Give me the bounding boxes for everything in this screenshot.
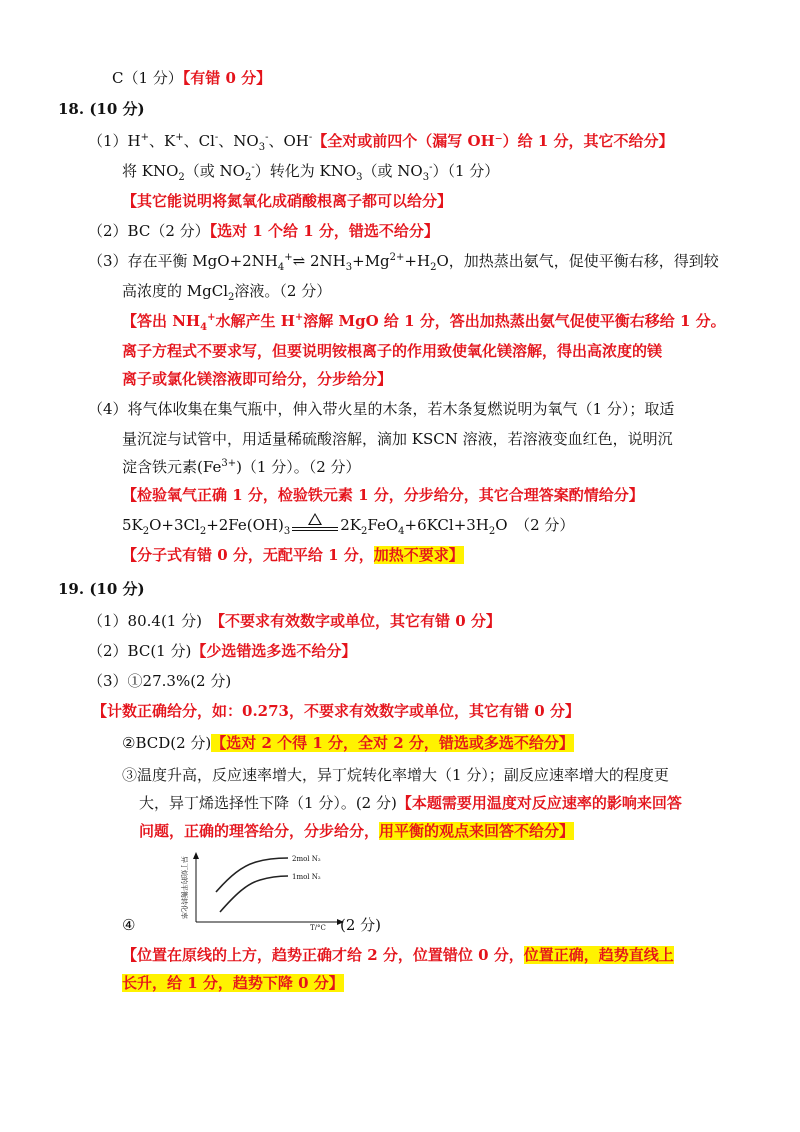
- q18-part3-cont: 高浓度的 MgCl$_2$溶液。（2 分）: [122, 282, 332, 303]
- q18-part1-conversion: 将 $KNO_2$（或 $NO_2^-$）转化为 $KNO_3$（或 $NO_3^-)(1$ 分）: [122, 162, 500, 183]
- q19-part3-1-note: 【计数正确给分，如：0.273，不要求有效数字或单位，其它有错 0 分】: [92, 702, 580, 720]
- q19-part1: （1）80.4(1 分) 【不要求有效数字或单位，其它有错 0 分】: [88, 612, 501, 630]
- line-c-answer: C（1 分）【有错 0 分】: [112, 69, 272, 87]
- graph-label-1mol: 1mol N₂: [292, 873, 321, 881]
- q18-part2: （2）BC（2 分）【选对 1 个给 1 分，错选不给分】: [88, 222, 439, 240]
- q19-part3-3-line1: ③温度升高，反应速率增大，异丁烷转化率增大（1 分）；副反应速率增大的程度更: [122, 766, 669, 784]
- graph-y-label: 异丁烷的平衡转化率: [180, 856, 188, 919]
- q19-part3-3-note: 问题，正确的理答给分，分步给分，用平衡的观点来回答不给分】: [139, 822, 575, 840]
- q18-part4-line3: 淀含铁元素$(Fe^{3+})(1$ 分）。（2 分）: [122, 458, 361, 476]
- q18-part4-line1: （4）将气体收集在集气瓶中，伸入带火星的木条，若木条复燃说明为氧气（1 分）；取适: [88, 400, 675, 418]
- graph-curve-2mol: [216, 858, 288, 892]
- conversion-graph: [170, 850, 350, 930]
- q19-part3-1: （3）①27.3%(2 分): [88, 672, 232, 690]
- q18-part1-note: 【其它能说明将氮氧化成硝酸根离子都可以给分】: [122, 192, 453, 210]
- q19-part3-2: ②BCD(2 分)【选对 2 个得 1 分，全对 2 分，错选或多选不给分】: [122, 734, 574, 752]
- q19-part3-4-score: (2 分): [340, 916, 382, 934]
- heat-arrow-icon: [292, 519, 338, 533]
- question-18-title: 18. (10 分): [58, 100, 145, 118]
- q19-part3-4-label: ④: [122, 916, 136, 934]
- question-19-title: 19. (10 分): [58, 580, 145, 598]
- q19-part3-4-note1: 【位置在原线的上方，趋势正确才给 2 分，位置错位 0 分，位置正确，趋势直线上: [122, 946, 674, 964]
- graph-x-label: T/°C: [310, 924, 326, 930]
- q19-part3-3-line2: 大，异丁烯选择性下降（1 分）。(2 分)【本题需要用温度对反应速率的影响来回答: [139, 794, 682, 812]
- q19-part2: （2）BC(1 分)【少选错选多选不给分】: [88, 642, 357, 660]
- q18-part1-ions: （1）H+、K+、Cl-、$NO_3^-$、OH-【全对或前四个（漏写 OH⁻）给 1 分，其它不给分】: [88, 132, 674, 153]
- graph-label-2mol: 2mol N₂: [292, 855, 321, 863]
- q18-part3-note2: 离子方程式不要求写，但要说明铵根离子的作用致使氧化镁溶解，得出高浓度的镁: [122, 342, 663, 360]
- q18-equation-note: 【分子式有错 0 分，无配平给 1 分，加热不要求】: [122, 546, 464, 564]
- q18-part3-note3: 离子或氯化镁溶液即可给分，分步给分】: [122, 370, 393, 388]
- q18-part3-equilibrium: （3）存在平衡 $MgO+2NH_4^+\rightleftharpoons$ $2NH_3+Mg^{2+}+H_2O$，加热蒸出氨气，促使平衡右移，得到较: [88, 252, 719, 273]
- q18-part4-line2: 量沉淀与试管中，用适量稀硫酸溶解，滴加 KSCN 溶液，若溶液变血红色，说明沉: [122, 430, 673, 448]
- q19-part3-4-note2: 长升，给 1 分，趋势下降 0 分】: [122, 974, 344, 992]
- q18-equation: $5K_2O+3Cl_2+2Fe(OH)_3$ $2K_2FeO_4+6KCl+3H_2O$ （2 分）: [122, 514, 574, 536]
- graph-curve-1mol: [220, 876, 288, 912]
- q18-part3-note1: 【答出 $NH_4^+$水解产生 H+溶解 MgO 给 1 分，答出加热蒸出氨气促使平衡右移给 1 分。: [122, 312, 726, 333]
- graph-y-arrow-icon: [193, 852, 199, 859]
- q18-part4-note: 【检验氧气正确 1 分，检验铁元素 1 分，分步给分，其它合理答案酌情给分】: [122, 486, 644, 504]
